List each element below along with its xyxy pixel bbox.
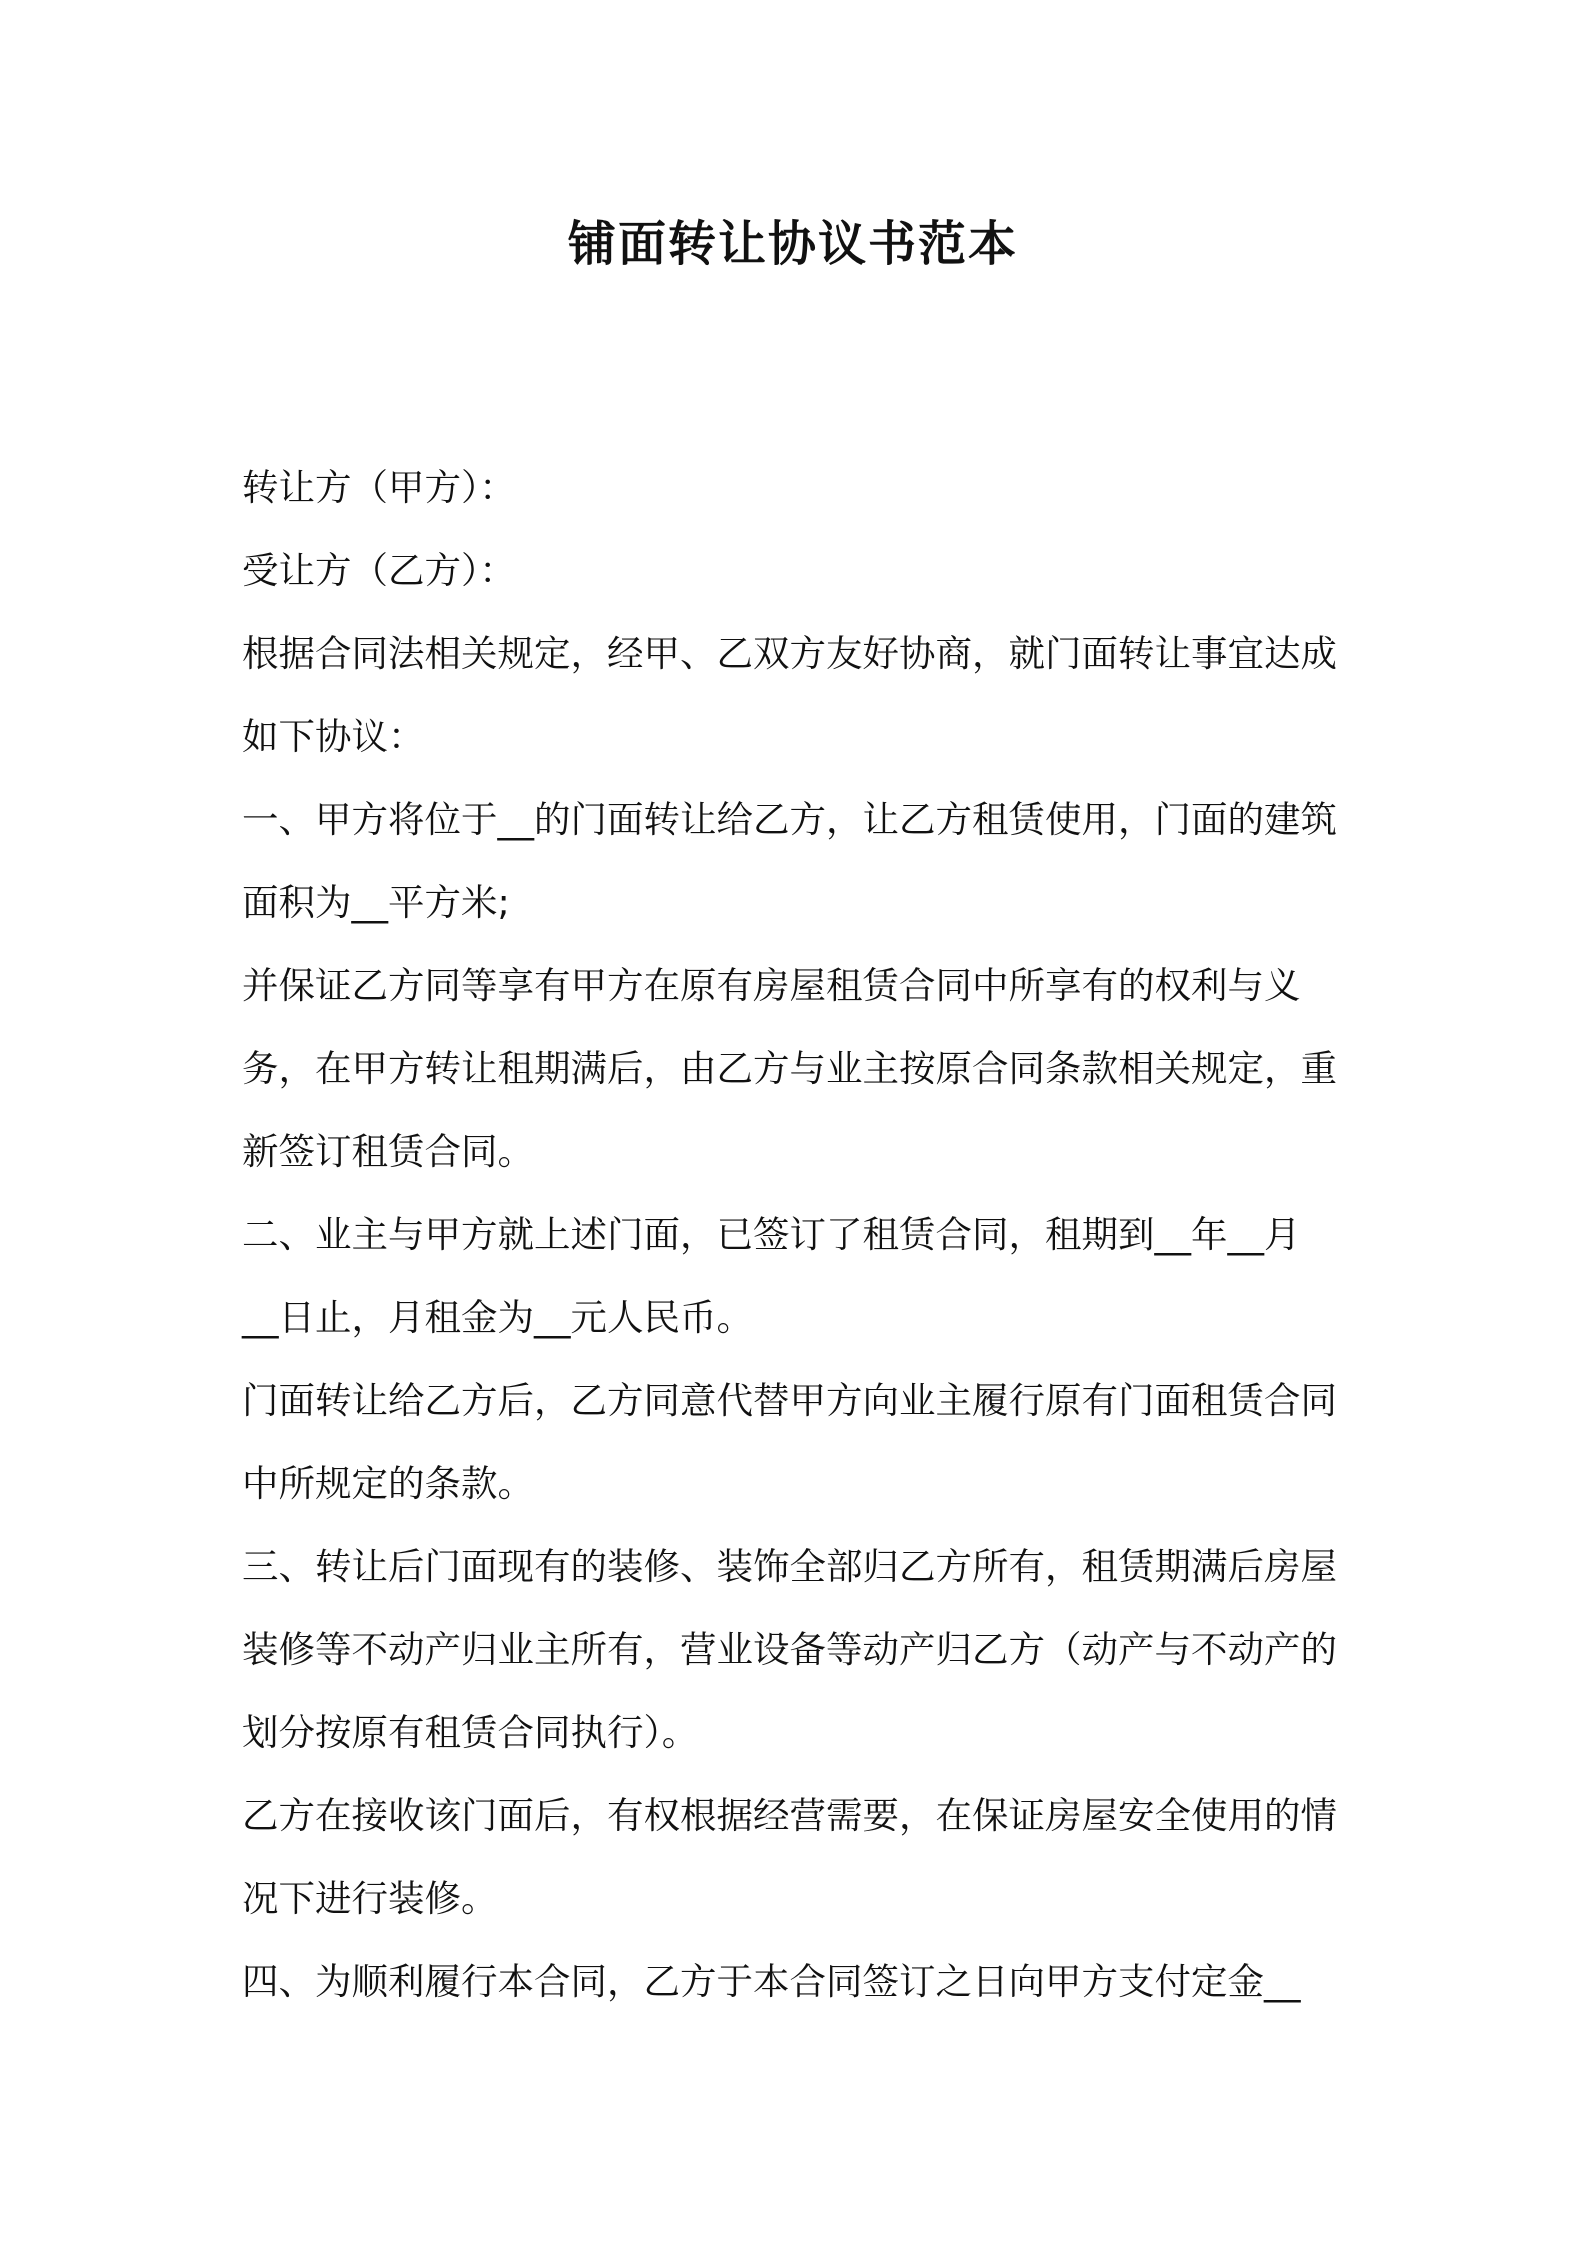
document-body bbox=[242, 446, 1362, 2023]
clause-2-line: __日止，月租金为__元人民币。 bbox=[242, 1296, 753, 1339]
body-line: 新签订租赁合同。 bbox=[242, 1130, 534, 1173]
clause-1-line: 一、甲方将位于__的门面转让给乙方，让乙方租赁使用，门面的建筑 bbox=[242, 798, 1337, 841]
clause-3-line: 划分按原有租赁合同执行）。 bbox=[242, 1711, 699, 1754]
body-line: 况下进行装修。 bbox=[242, 1877, 498, 1920]
clause-2-line: 二、业主与甲方就上述门面，已签订了租赁合同，租期到__年__月 bbox=[242, 1213, 1301, 1256]
body-line: 根据合同法相关规定，经甲、乙双方友好协商，就门面转让事宜达成 bbox=[242, 632, 1337, 675]
document-title: 铺面转让协议书范本 bbox=[567, 216, 1018, 272]
clause-1-line: 面积为__平方米; bbox=[242, 881, 510, 924]
body-line: 并保证乙方同等享有甲方在原有房屋租赁合同中所享有的权利与义 bbox=[242, 964, 1301, 1007]
body-line: 门面转让给乙方后，乙方同意代替甲方向业主履行原有门面租赁合同 bbox=[242, 1379, 1337, 1422]
clause-3-line: 三、转让后门面现有的装修、装饰全部归乙方所有，租赁期满后房屋 bbox=[242, 1545, 1337, 1588]
party-a-line: 转让方（甲方）： bbox=[242, 466, 516, 509]
party-b-line: 受让方（乙方）： bbox=[242, 549, 516, 592]
body-line: 如下协议： bbox=[242, 715, 425, 758]
body-line: 务，在甲方转让租期满后，由乙方与业主按原合同条款相关规定，重 bbox=[242, 1047, 1337, 1090]
body-line: 乙方在接收该门面后，有权根据经营需要，在保证房屋安全使用的情 bbox=[242, 1794, 1337, 1837]
clause-4-line: 四、为顺利履行本合同，乙方于本合同签订之日向甲方支付定金__ bbox=[242, 1960, 1301, 2003]
clause-3-line: 装修等不动产归业主所有，营业设备等动产归乙方（动产与不动产的 bbox=[242, 1628, 1337, 1671]
body-line: 中所规定的条款。 bbox=[242, 1462, 534, 1505]
